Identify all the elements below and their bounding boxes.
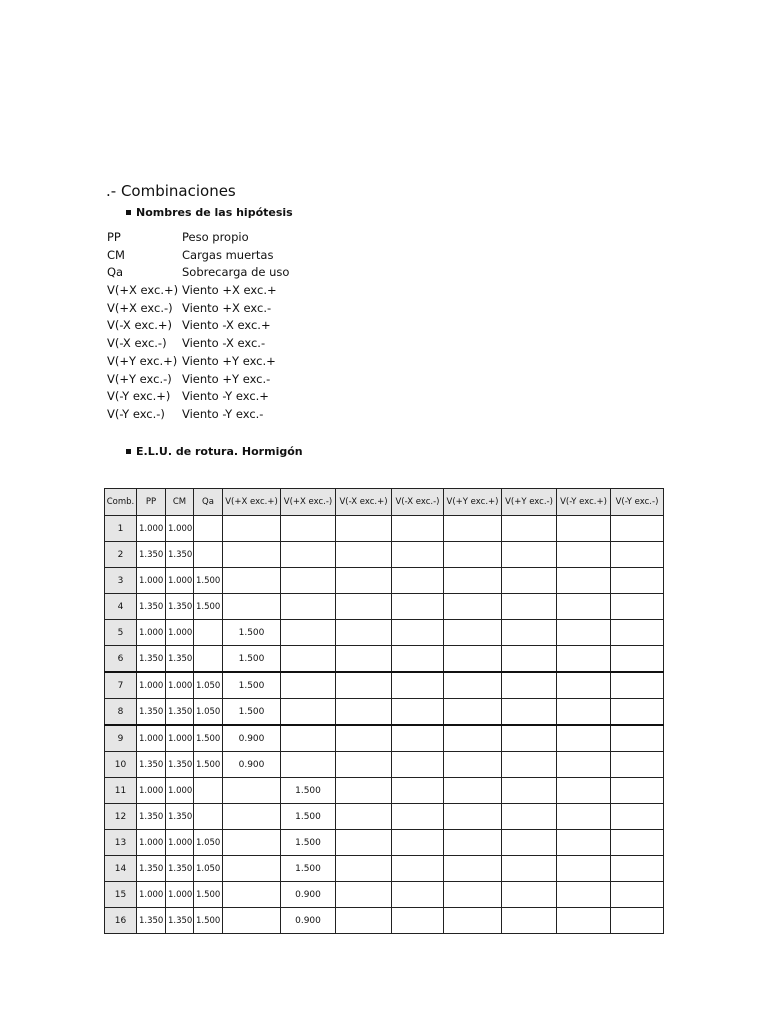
column-header: V(-Y exc.+) <box>557 489 611 516</box>
table-cell: 1.350 <box>166 856 194 882</box>
table-cell <box>502 908 557 934</box>
table-cell <box>611 830 664 856</box>
table-cell <box>611 725 664 752</box>
table-cell <box>194 516 223 542</box>
table-cell <box>281 620 336 646</box>
table-cell: 1.500 <box>194 568 223 594</box>
hypothesis-item <box>107 406 289 424</box>
table-row <box>105 804 664 830</box>
table-cell: 1.000 <box>166 620 194 646</box>
table-cell: 1.050 <box>194 856 223 882</box>
column-header: V(+X exc.+) <box>223 489 281 516</box>
hypothesis-code: V(-X exc.+) <box>107 318 173 333</box>
table-cell <box>336 699 392 726</box>
hypothesis-description: Viento +Y exc.+ <box>182 353 276 368</box>
combination-number: 9 <box>105 725 137 752</box>
table-cell <box>281 672 336 699</box>
hypothesis-code: V(-Y exc.+) <box>107 389 171 404</box>
table-cell <box>336 620 392 646</box>
table-cell <box>392 516 444 542</box>
table-cell <box>502 778 557 804</box>
hypothesis-description: Viento -X exc.- <box>182 336 266 351</box>
table-cell <box>444 830 502 856</box>
table-row <box>105 752 664 778</box>
table-cell: 0.900 <box>281 908 336 934</box>
table-cell <box>223 594 281 620</box>
hypotheses-heading <box>126 206 293 219</box>
table-cell <box>194 778 223 804</box>
table-cell <box>223 804 281 830</box>
table-cell <box>281 725 336 752</box>
hypothesis-description: Sobrecarga de uso <box>182 265 290 280</box>
table-cell <box>392 908 444 934</box>
column-header: V(-X exc.-) <box>392 489 444 516</box>
table-cell: 1.500 <box>194 725 223 752</box>
table-cell <box>194 804 223 830</box>
hypothesis-code: V(+Y exc.-) <box>107 371 172 386</box>
table-cell <box>502 568 557 594</box>
table-cell: 0.900 <box>281 882 336 908</box>
table-cell: 1.500 <box>194 908 223 934</box>
combination-number: 2 <box>105 542 137 568</box>
table-cell <box>557 778 611 804</box>
hypotheses-list <box>107 229 289 424</box>
table-cell <box>502 804 557 830</box>
table-cell <box>611 516 664 542</box>
hypothesis-item <box>107 300 289 318</box>
table-cell <box>336 830 392 856</box>
table-cell: 0.900 <box>223 752 281 778</box>
table-cell <box>444 804 502 830</box>
hypothesis-code: V(-Y exc.-) <box>107 406 165 421</box>
table-row <box>105 620 664 646</box>
table-cell <box>392 725 444 752</box>
table-cell: 1.350 <box>166 804 194 830</box>
hypothesis-item <box>107 264 289 282</box>
table-cell <box>557 830 611 856</box>
table-cell: 1.350 <box>166 542 194 568</box>
combination-number: 6 <box>105 646 137 673</box>
table-cell <box>223 542 281 568</box>
table-cell: 1.000 <box>166 672 194 699</box>
table-row <box>105 699 664 726</box>
table-cell: 1.350 <box>137 699 166 726</box>
table-cell <box>557 594 611 620</box>
table-cell <box>502 699 557 726</box>
table-cell <box>223 882 281 908</box>
combination-number: 8 <box>105 699 137 726</box>
table-cell: 1.050 <box>194 830 223 856</box>
table-cell: 1.500 <box>223 699 281 726</box>
combination-number: 3 <box>105 568 137 594</box>
table-cell: 1.000 <box>137 516 166 542</box>
table-cell: 1.000 <box>137 882 166 908</box>
hypothesis-code: Qa <box>107 265 124 280</box>
table-cell: 1.000 <box>137 830 166 856</box>
table-cell <box>611 908 664 934</box>
table-cell <box>223 778 281 804</box>
table-cell <box>392 542 444 568</box>
table-cell <box>611 594 664 620</box>
column-header: V(-Y exc.-) <box>611 489 664 516</box>
table-cell <box>502 672 557 699</box>
hypothesis-code: PP <box>107 230 121 244</box>
table-cell <box>444 752 502 778</box>
table-cell <box>444 620 502 646</box>
table-cell <box>392 646 444 673</box>
table-cell <box>557 804 611 830</box>
table-cell <box>502 542 557 568</box>
table-cell <box>557 699 611 726</box>
combination-number: 7 <box>105 672 137 699</box>
table-cell <box>611 542 664 568</box>
column-header: Qa <box>194 489 223 516</box>
table-row <box>105 672 664 699</box>
combination-number: 10 <box>105 752 137 778</box>
table-cell <box>611 882 664 908</box>
hypothesis-description: Viento +X exc.- <box>182 300 272 315</box>
table-cell <box>223 568 281 594</box>
table-cell: 1.000 <box>137 672 166 699</box>
table-cell <box>223 516 281 542</box>
table-cell <box>223 830 281 856</box>
table-cell: 1.500 <box>281 856 336 882</box>
table-cell: 1.000 <box>137 620 166 646</box>
table-cell <box>392 620 444 646</box>
hypothesis-item <box>107 229 289 247</box>
table-cell <box>502 516 557 542</box>
combinations-table <box>104 488 664 934</box>
hypothesis-code: V(-X exc.-) <box>107 336 167 351</box>
table-cell <box>444 646 502 673</box>
table-cell <box>444 594 502 620</box>
table-cell: 1.350 <box>137 752 166 778</box>
table-cell <box>557 646 611 673</box>
column-header: PP <box>137 489 166 516</box>
table-cell: 1.350 <box>166 908 194 934</box>
table-cell <box>392 804 444 830</box>
table-row <box>105 542 664 568</box>
table-cell <box>557 725 611 752</box>
table-cell <box>336 542 392 568</box>
table-cell: 1.500 <box>281 830 336 856</box>
table-cell <box>336 672 392 699</box>
table-cell: 1.500 <box>223 620 281 646</box>
table-cell: 1.500 <box>281 804 336 830</box>
table-cell: 1.000 <box>137 568 166 594</box>
combination-number: 11 <box>105 778 137 804</box>
hypothesis-description: Peso propio <box>182 230 249 244</box>
combination-number: 12 <box>105 804 137 830</box>
table-cell <box>502 882 557 908</box>
table-cell: 1.000 <box>166 882 194 908</box>
hypothesis-item <box>107 335 289 353</box>
table-row <box>105 856 664 882</box>
table-cell <box>557 856 611 882</box>
table-cell <box>502 594 557 620</box>
table-cell: 1.050 <box>194 672 223 699</box>
hypotheses-heading-text: Nombres de las hipótesis <box>136 206 293 219</box>
table-row <box>105 908 664 934</box>
table-cell: 1.500 <box>194 882 223 908</box>
combination-number: 13 <box>105 830 137 856</box>
table-cell <box>392 594 444 620</box>
table-cell <box>502 725 557 752</box>
hypothesis-item <box>107 388 289 406</box>
table-cell <box>392 672 444 699</box>
table-cell <box>336 594 392 620</box>
table-cell <box>557 516 611 542</box>
combination-number: 1 <box>105 516 137 542</box>
table-cell <box>281 568 336 594</box>
table-cell <box>336 568 392 594</box>
table-cell <box>336 646 392 673</box>
table-cell <box>392 778 444 804</box>
table-cell <box>611 752 664 778</box>
table-cell: 1.350 <box>137 594 166 620</box>
table-cell <box>281 594 336 620</box>
table-cell <box>281 752 336 778</box>
table-cell <box>444 856 502 882</box>
table-cell <box>444 542 502 568</box>
table-cell <box>611 672 664 699</box>
table-cell <box>502 830 557 856</box>
table-cell <box>392 568 444 594</box>
hypothesis-item <box>107 353 289 371</box>
column-header: V(-X exc.+) <box>336 489 392 516</box>
column-header: CM <box>166 489 194 516</box>
column-header: V(+Y exc.-) <box>502 489 557 516</box>
elu-heading-text: E.L.U. de rotura. Hormigón <box>136 445 303 458</box>
table-cell <box>336 752 392 778</box>
hypothesis-item <box>107 247 289 265</box>
hypothesis-code: CM <box>107 247 125 262</box>
hypothesis-item <box>107 282 289 300</box>
table-cell <box>392 752 444 778</box>
table-cell <box>444 908 502 934</box>
table-cell <box>444 568 502 594</box>
table-cell <box>194 542 223 568</box>
table-cell <box>444 882 502 908</box>
table-cell <box>223 908 281 934</box>
table-cell <box>194 620 223 646</box>
table-cell <box>336 778 392 804</box>
table-cell <box>336 516 392 542</box>
combination-number: 14 <box>105 856 137 882</box>
table-row <box>105 882 664 908</box>
table-row <box>105 725 664 752</box>
table-row <box>105 830 664 856</box>
table-cell: 1.500 <box>223 646 281 673</box>
table-cell <box>281 542 336 568</box>
table-cell <box>611 646 664 673</box>
combination-number: 16 <box>105 908 137 934</box>
table-cell <box>444 516 502 542</box>
table-cell: 1.000 <box>166 568 194 594</box>
table-cell <box>611 856 664 882</box>
section-title: .- Combinaciones <box>106 182 236 200</box>
table-row <box>105 778 664 804</box>
table-cell: 1.500 <box>281 778 336 804</box>
table-cell: 1.350 <box>166 594 194 620</box>
table-cell <box>444 672 502 699</box>
bullet-icon <box>126 449 131 454</box>
table-cell: 1.350 <box>137 646 166 673</box>
hypothesis-item <box>107 371 289 389</box>
table-cell <box>336 882 392 908</box>
table-cell: 1.000 <box>166 778 194 804</box>
table-cell <box>336 856 392 882</box>
table-cell: 1.350 <box>166 699 194 726</box>
table-cell: 1.000 <box>137 725 166 752</box>
table-cell: 1.350 <box>137 856 166 882</box>
table-cell <box>336 908 392 934</box>
column-header: V(+Y exc.+) <box>444 489 502 516</box>
hypothesis-code: V(+X exc.-) <box>107 300 173 315</box>
table-cell: 1.500 <box>194 594 223 620</box>
hypothesis-item <box>107 317 289 335</box>
hypothesis-description: Cargas muertas <box>182 247 274 262</box>
table-cell: 1.050 <box>194 699 223 726</box>
table-cell <box>194 646 223 673</box>
table-cell <box>392 856 444 882</box>
table-cell <box>557 672 611 699</box>
table-cell: 1.350 <box>137 804 166 830</box>
table-row <box>105 516 664 542</box>
table-cell: 1.000 <box>166 830 194 856</box>
table-cell <box>611 804 664 830</box>
hypothesis-description: Viento -Y exc.- <box>182 406 264 421</box>
table-cell <box>444 725 502 752</box>
table-cell <box>557 568 611 594</box>
table-cell <box>392 882 444 908</box>
table-cell <box>557 908 611 934</box>
hypothesis-description: Viento -Y exc.+ <box>182 389 269 404</box>
table-cell <box>611 568 664 594</box>
table-cell <box>336 725 392 752</box>
table-cell <box>502 646 557 673</box>
table-row <box>105 646 664 673</box>
combination-number: 15 <box>105 882 137 908</box>
hypothesis-code: V(+Y exc.+) <box>107 353 178 368</box>
combination-number: 5 <box>105 620 137 646</box>
column-header: Comb. <box>105 489 137 516</box>
table-cell <box>502 856 557 882</box>
table-cell <box>611 620 664 646</box>
elu-heading <box>126 445 303 458</box>
column-header: V(+X exc.-) <box>281 489 336 516</box>
table-cell <box>281 516 336 542</box>
table-cell: 1.350 <box>137 542 166 568</box>
table-cell <box>281 699 336 726</box>
table-cell <box>557 752 611 778</box>
hypothesis-code: V(+X exc.+) <box>107 283 179 298</box>
table-cell <box>502 620 557 646</box>
hypothesis-description: Viento -X exc.+ <box>182 318 271 333</box>
table-cell <box>557 620 611 646</box>
table-cell: 1.000 <box>137 778 166 804</box>
hypothesis-description: Viento +X exc.+ <box>182 283 277 298</box>
table-cell <box>281 646 336 673</box>
combination-number: 4 <box>105 594 137 620</box>
table-cell <box>502 752 557 778</box>
table-cell: 1.500 <box>194 752 223 778</box>
table-cell <box>444 778 502 804</box>
table-cell <box>611 699 664 726</box>
table-cell <box>611 778 664 804</box>
table-cell: 1.500 <box>223 672 281 699</box>
hypothesis-description: Viento +Y exc.- <box>182 371 271 386</box>
table-cell: 1.350 <box>166 752 194 778</box>
table-cell <box>557 542 611 568</box>
table-cell <box>392 699 444 726</box>
table-cell: 1.350 <box>137 908 166 934</box>
table-cell: 1.350 <box>166 646 194 673</box>
table-row <box>105 568 664 594</box>
table-cell <box>336 804 392 830</box>
table-cell <box>392 830 444 856</box>
table-cell <box>444 699 502 726</box>
table-cell: 1.000 <box>166 516 194 542</box>
table-cell: 1.000 <box>166 725 194 752</box>
table-row <box>105 594 664 620</box>
bullet-icon <box>126 210 131 215</box>
table-cell <box>223 856 281 882</box>
table-cell <box>557 882 611 908</box>
table-header-row <box>105 489 664 516</box>
table-cell: 0.900 <box>223 725 281 752</box>
